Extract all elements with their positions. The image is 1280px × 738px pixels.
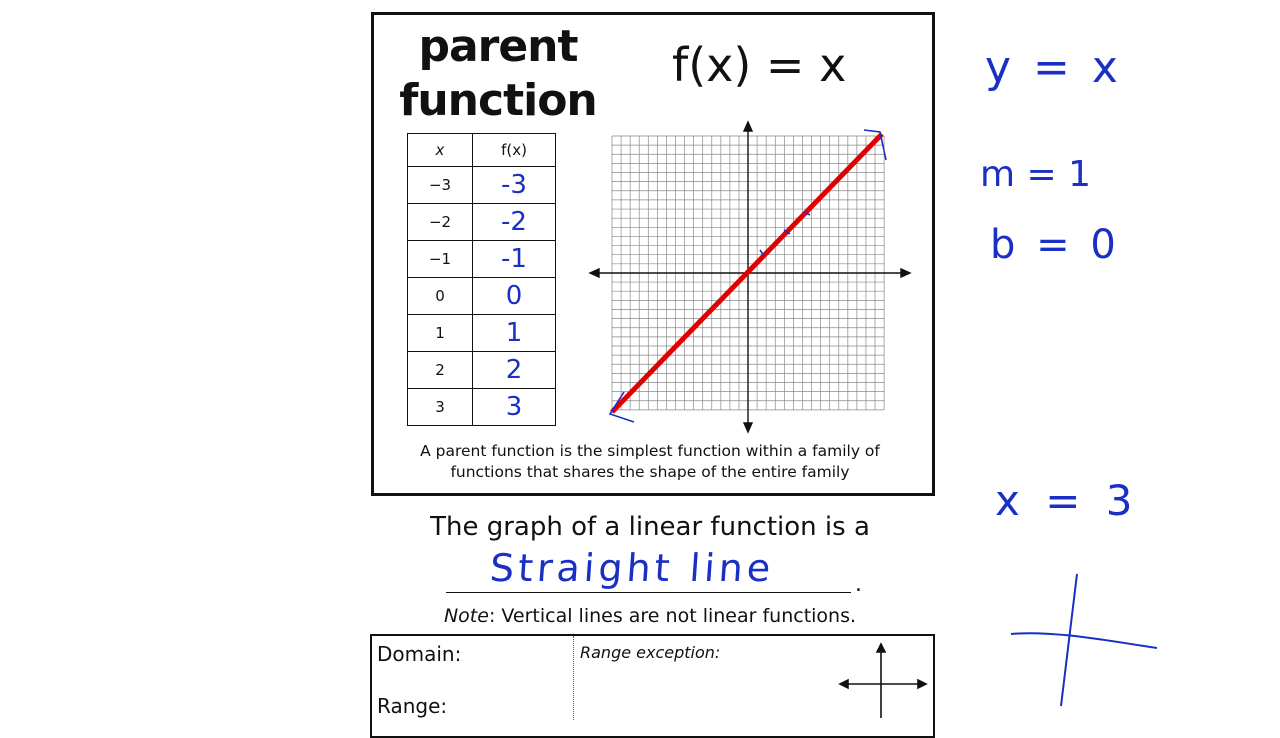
- side-note-intercept: b = 0: [990, 222, 1120, 268]
- table-row: [408, 241, 556, 278]
- side-note-slope: m = 1: [980, 154, 1092, 195]
- card-title: [393, 20, 603, 128]
- table-row: [408, 315, 556, 352]
- range-exception-label: Range exception:: [580, 643, 721, 662]
- table-cell-fx: -3: [473, 167, 556, 204]
- x-axis-left-arrow: [590, 269, 599, 277]
- handwritten-axes-sketch: [1005, 570, 1165, 710]
- mini-axes-icon: [838, 642, 928, 720]
- table-cell-x: 0: [408, 278, 473, 315]
- table-cell-x: −3: [408, 167, 473, 204]
- card-title-line1: parent: [418, 21, 578, 72]
- table-header-x: x: [408, 134, 473, 167]
- domain-range-divider: [573, 636, 574, 720]
- value-table: [407, 133, 556, 426]
- parent-function-definition: [380, 441, 920, 483]
- function-formula: f(x) = x: [672, 38, 847, 92]
- card-title-line2: function: [399, 75, 597, 126]
- definition-line2: functions that shares the shape of the entire family: [450, 463, 850, 481]
- table-row: [408, 278, 556, 315]
- answer-blank: [446, 592, 851, 593]
- side-note-vertical-line: x = 3: [995, 476, 1139, 525]
- linear-statement: The graph of a linear function is a: [430, 512, 870, 542]
- coordinate-graph: [588, 120, 913, 435]
- side-note-equation: y = x: [985, 42, 1122, 93]
- table-cell-fx: -2: [473, 204, 556, 241]
- sketch-vertical-stroke: [1061, 574, 1077, 706]
- range-label: Range:: [377, 694, 448, 718]
- handwritten-answer: Straight line: [488, 546, 776, 590]
- note-label: Note: [443, 605, 489, 627]
- x-axis-right-arrow: [901, 269, 910, 277]
- note: [380, 605, 920, 627]
- domain-label: Domain:: [377, 642, 462, 666]
- note-text: : Vertical lines are not linear functions.: [488, 605, 857, 627]
- table-cell-fx: 1: [473, 315, 556, 352]
- table-cell-fx: 2: [473, 352, 556, 389]
- table-header-fx: f(x): [473, 134, 556, 167]
- table-cell-x: 2: [408, 352, 473, 389]
- table-cell-x: 1: [408, 315, 473, 352]
- answer-period: .: [855, 572, 862, 597]
- y-axis-bottom-arrow: [744, 423, 752, 432]
- table-row: [408, 204, 556, 241]
- table-row: [408, 352, 556, 389]
- table-cell-x: −1: [408, 241, 473, 278]
- sketch-horizontal-stroke: [1011, 633, 1157, 648]
- table-cell-fx: -1: [473, 241, 556, 278]
- y-axis-top-arrow: [744, 122, 752, 131]
- table-cell-fx: 3: [473, 389, 556, 426]
- table-cell-x: 3: [408, 389, 473, 426]
- table-row: [408, 389, 556, 426]
- definition-line1: A parent function is the simplest function within a family of: [420, 442, 880, 460]
- table-row: [408, 167, 556, 204]
- table-cell-x: −2: [408, 204, 473, 241]
- table-cell-fx: 0: [473, 278, 556, 315]
